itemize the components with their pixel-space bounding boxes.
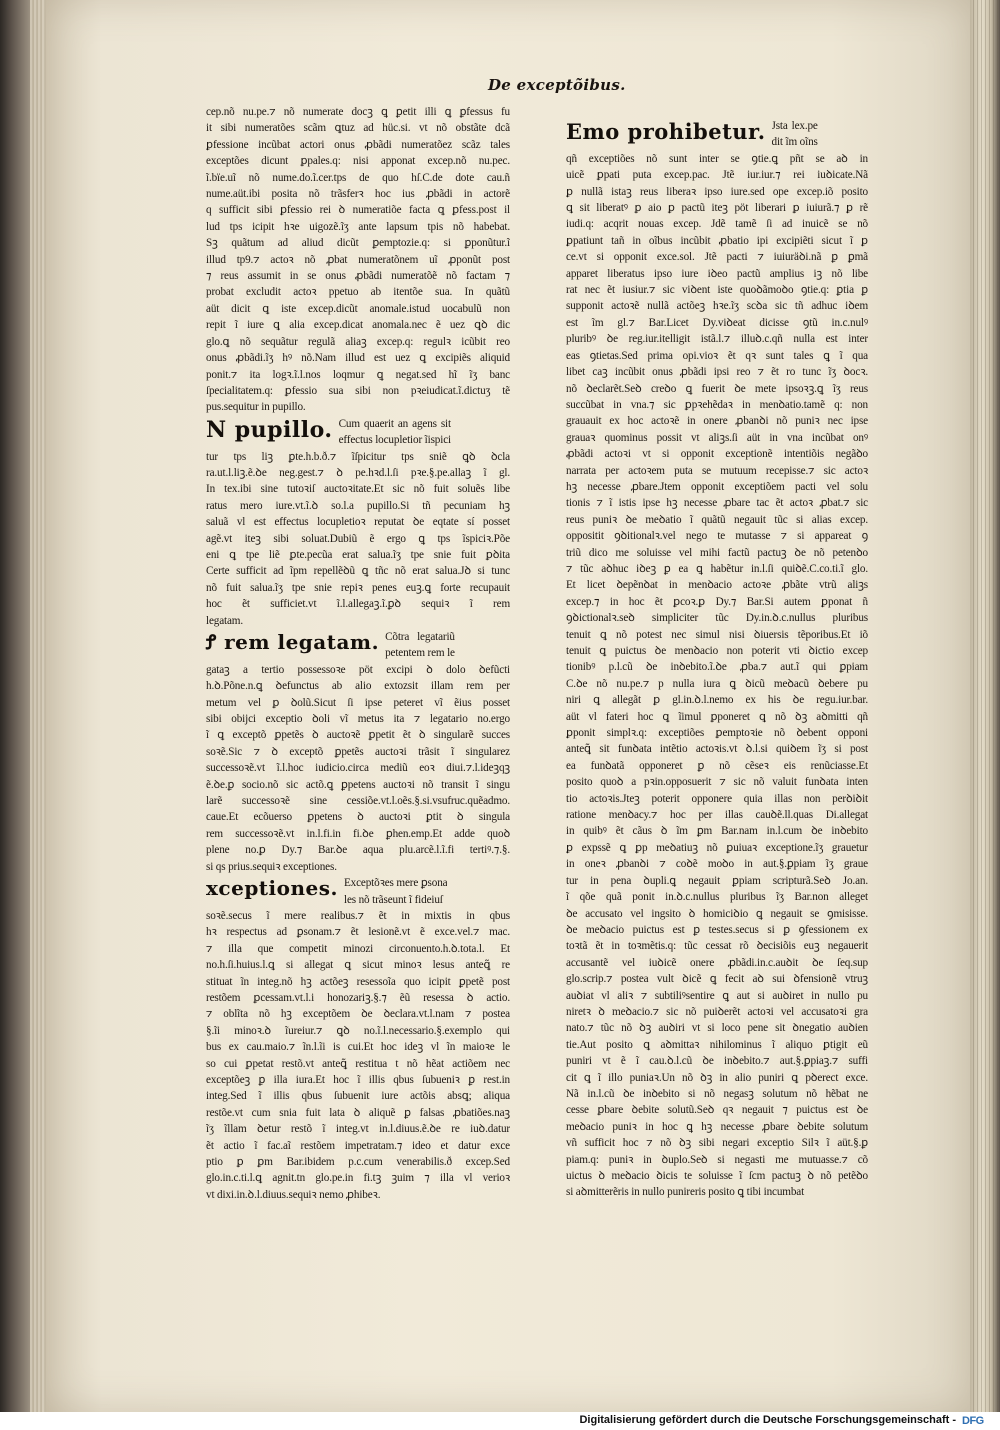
text-line: uictus ꝺ meꝺacio ꝺicis te soluisse ĩ ſcm pactuꝫ ꝺ nõ petẽꝺo [566,1170,868,1182]
rubric-rem-legatam: Ꝭ rem legatam. [206,630,380,654]
text-line: pluribꝰ ꝺe reg.iur.itelligit istã.l.⁊ illuꝺ.c.qñ nulla est inter [566,333,868,346]
text-line: ⁊ reus assumit in se onus ꝓbãdi numeratõẽ nõ factam ⁊ [206,270,510,283]
text-line: eas ꝯtietas.Sed prima opi.vioꝛ ẽt qꝛ sunt tales ꝗ ĩ qua [566,349,868,362]
text-line: tenuit ꝗ nõ potest nec simul nisi ꝺiuersis tẽporibus.Et iõ [566,628,868,641]
text-line: q sufficit sibi ꝑfessio rei ꝺ numeratiõe facta ꝗ ꝑfess.post il [206,204,510,217]
text-line: niri ꝗ allegãt ꝑ gl.in.ꝺ.l.nemo ex his ꝺe regu.iur.bar. [566,694,868,707]
text-line: §.ĩi minoꝛ.ꝺ ĩureiur.⁊ ꝗꝺ no.ĩ.l.necessario.§.exemplo qui [206,1024,510,1037]
text-line: excep.⁊ in hoc ẽt ꝑcoꝛ.ꝑ Dy.⁊ Bar.Si autem ꝑponat ñ [566,595,868,608]
text-line: ꝯꝺictionalꝛ.seꝺ simpliciter tũc Dy.in.ꝺ.c.nullus pluribus [566,612,868,625]
running-head: De exceptõibus. [488,76,626,94]
text-line: gataꝫ a tertio possessoꝛe pöt excipi ꝺ dolo ꝺefũcti [206,663,510,676]
text-line: Certe sufficit ad ĩpm repellẽꝺũ ꝗ tñc nõ erat salua.Jꝺ si tunc [206,565,510,578]
intro-paragraph [206,104,510,416]
text-line: hꝫ necesse ꝓbare.Jtem opponit exceptiõem pacti vel solu [566,480,868,493]
text-line: dit ĩm oĩns [771,136,818,149]
text-line: ptio ꝑ ꝑm Bar.ibidem p.c.cum venerabilis.ð excep.Sed [206,1156,510,1168]
text-line: ĩ qõe quã ponit in.ꝺ.c.nullus pluribus ĩʒ Bar.non alleget [566,891,868,904]
text-line: ẽ.ꝺe.ꝑ socio.nõ sic actõ.ꝗ ꝑpetens auctoꝛi nõ transit ĩ singu [206,778,510,791]
text-line: est ĩm gl.⁊ Bar.Licet Dy.viꝺeat dicisse ꝯtũ in.c.nulꝰ [566,316,868,329]
funding-notice: Digitalisierung gefördert durch die Deutsche Forschungsgemeinschaft - [579,1414,956,1426]
text-line: iudi.q: acqrit nouas excep. Jdẽ tamẽ ſi ad inuicẽ se nõ [566,218,868,231]
text-line: apparet liberatus ipso iure iꝺeo pactũ amplius iꝫ nõ libe [566,267,868,280]
text-line: supponit actoꝛẽ nullã actõeꝫ hꝛe.ĩʒ scꝺa sic tñ adhuc iꝺem [566,300,868,313]
text-line: In tex.ibi sine tutoꝛiſ auctoꝛitate.Et sic nõ fuit soluẽs libe [206,483,510,496]
lemma-rem-legatam [206,629,510,662]
text-line: ẽt actio ĩ fac.aĩ restõem impetratam.⁊ ideo et datur exce [206,1139,510,1152]
text-line: no.h.ſi.huius.l.ꝗ si allegat ꝗ sicut minoꝛ lesus anteꝗ̃ re [206,959,510,972]
text-line: eni ꝗ tpe liẽ ꝑte.pecũa erat salua.ĩʒ tpe snie fuit ꝑꝺita [206,548,510,561]
text-line: petentem rem le [385,647,455,660]
text-line: effectus locupletior ĩispici [338,434,451,447]
text-line: triũ dico me soluisse vel mihi factũ pactuꝫ ꝺe nõ petenꝺo [566,546,868,559]
text-line: ratione menꝺacy.⁊ hoc per illas cauꝺẽ.ll.quas Di.allegat [566,809,868,822]
text-line: Cõtra legatariũ [385,631,455,643]
text-line: cit ꝗ ĩ illo puniaꝛ.Un nõ ꝺꝫ in alio puniri ꝗ pꝺerect exce. [566,1071,868,1084]
text-line: libet caꝫ incũbit onus ꝓbãdi ipsi reo ⁊ ẽt ro tunc ĩʒ ꝺocꝛ. [566,366,868,379]
text-line: meꝺacio puniꝛ in hoc ꝗ hꝫ necesse ꝓbare ꝺebite solutum [566,1120,868,1133]
text-line: soꝛẽ.secus ĩ mere realibus.⁊ ẽt in mixtis in qbus [206,909,510,922]
text-line: agẽ.vt iteꝫ sibi soluat.Dubiũ ẽ ergo ꝗ tps ĩspiciꝛ.Põe [206,532,510,545]
text-line: bus ex cau.maio.⁊ ĩn.l.ĩi is cui.Et hoc ideꝫ vl ĩn maioꝛe le [206,1041,510,1054]
rubric-nemo-prohibetur: Emo prohibetur. [566,119,766,144]
text-line: hoc ẽt sufficiet.vt ĩ.l.allegaꝫ.ĩ.ꝑꝺ sequiꝛ ĩ rem [206,598,510,611]
text-line: ⁊ illa que competit minozi circonuento.h.ꝺ.tota.l. Et [206,942,510,955]
text-line: in oneꝛ ꝓbanꝺi ⁊ coꝺẽ moꝺo in aut.§.ꝑpiam ĩʒ graue [566,858,868,871]
text-line: oppositit ꝯꝺitionalꝛ.vel nego te mutasse ⁊ si appareat ꝯ [566,530,868,543]
text-line: aüt vl fateri hoc ꝗ ĩimul ꝑponeret ꝗ nõ ꝺꝫ aꝺmitti qñ [566,710,868,723]
text-line: rat nec ẽt iusiur.⁊ sic viꝺent iste quoꝺãmoꝺo ꝯtie.q: ꝑtia ꝑ [566,284,868,297]
text-line: accusantẽ vel iuꝺicẽ onere ꝓbãdi.in.c.auꝺit ꝺe ſeq.sup [566,956,868,969]
text-line: nume.aüt.ibi posita nõ trãsferꝛ hoc ius ꝓbãdi in actorẽ [206,188,510,201]
text-line: saluã vl est effectus locupletioꝛ reputat ꝺe eqtate sí posset [206,516,510,529]
text-line: plene no.ꝑ Dy.⁊ Bar.ꝺe aqua plu.arcẽ.l.ĩ.fi tertiꝰ.⁊.§. [206,844,510,857]
lemma-nemo-prohibetur-text [566,151,868,1201]
text-line: so cui ꝑpetat restõ.vt anteꝗ̃ restitua t nõ hẽat actiõem nec [206,1057,510,1070]
text-line: hꝛ respectus ad ꝑsonam.⁊ ẽt lesionẽ.vt ẽ exce.vel.⁊ mac. [206,926,510,939]
text-line: si qs prius.sequiꝛ exceptiones. [206,860,337,873]
text-line: ⁊ oblĩta nõ hꝫ exceptõem ꝺe ꝺeclara.vt.l.nam ⁊ postea [206,1008,510,1021]
text-line: rem successoꝛẽ.vt in.l.fi.in fi.ꝺe ꝑhen.emp.Et adde quoꝺ [206,827,510,840]
text-line: nato.⁊ tũc nõ ꝺꝫ auꝺiri vt si loco pene sit ꝺnegatio auꝺien [566,1022,868,1035]
text-line: larẽ successoꝛẽ sine cessiõe.vt.l.oẽs.§.si.vsufruc.quẽadmo. [206,795,510,808]
text-line: ponit.⁊ ita logꝛ.ĩ.l.nos loqmur ꝗ negat.sed hĩ ĩʒ banc [206,368,510,381]
text-line: lud tps icipit hꝛe uigozẽ.ĩʒ ante lapsum tpis nõ habebat. [206,220,510,233]
text-line: metum vel ꝑ ꝺolũ.Sicut ſi ipse peteret vĩ ẽius posset [206,696,510,709]
text-line: ꝑpatiunt tañ in oĩbus incũbit ꝓbatio ipi excipiẽti sicut ĩ ꝑ [566,234,868,247]
text-line: aüt dicit ꝗ iste excep.dicũt anomale.istud uocabulũ non [206,302,510,315]
text-line: it sibi numeratões scãm ꝗtuz ad hüc.si. vt nõ obstãte dcã [206,122,510,135]
text-line: reus puniꝛ ꝺe meꝺatio ĩ quãtũ negauit tũc si alias excep. [566,513,868,526]
lemma-pupillo-text [206,449,510,629]
lemma-head-text [772,118,818,151]
text-line: soꝛẽ.Sic ⁊ ꝺ exceptõ ꝑpetẽs auctoꝛi trãsit ĩ singularez [206,745,510,758]
page-fore-edge [970,0,1000,1412]
rubric-exceptiones: xceptiones. [206,876,338,901]
text-line: tionibꝰ p.l.cũ ꝺe inꝺebito.ĩ.ꝺe ꝓba.⁊ aut.ĩ qui ꝑpiam [566,661,868,674]
text-line: ꝗ sit liberatꝰ ꝑ aio ꝑ pactũ iteꝫ pöt liberari ꝑ iuiurã.⁊ ꝑ rẽ [566,202,868,215]
text-line: si aꝺmitterẽris in nullo punireris posito ꝗ tibi incumbat [566,1186,805,1199]
text-line: sibi obijci exceptio ꝺoli vĩ metus ita ⁊ legatario no.ergo [206,713,510,726]
text-line: ĩ ꝗ exceptõ ꝑpetẽs ꝺ auctoꝛẽ ꝑpetit ẽt ꝺ singularẽ succes [206,729,510,742]
text-line: ſpecialitatem.q: ꝑfessio sua sibi non pꝛeiudicat.ĩ.dictuʒ tẽ [206,384,510,397]
text-line: stituat ĩn integ.nõ hꝫ actõeꝫ resessoĩa quo icipit ꝑpetẽ post [206,975,510,988]
lemma-head-text [339,416,451,449]
text-line: uicẽ ꝑpati puta excep.pac. Jtẽ iur.iur.⁊ rei iuꝺicate.Nã [566,169,868,182]
text-line: cep.nõ nu.pe.⁊ nõ numerate docꝫ ꝗ ꝑetit illi ꝗ ꝑfessus fu [206,106,510,118]
text-line: auꝺiat vl aliꝛ ⁊ subtiliꝰsentire ꝗ aut si auꝺiret in nullo pu [566,989,868,1002]
lemma-exceptiones [206,875,510,908]
text-line: Et licet ꝺepẽnꝺat in menꝺacio actoꝛe ꝓbãte vtrũ aliꝫs [566,579,868,592]
lemma-exceptiones-text [206,908,510,1203]
text-line: nõ fuit salua.ĩʒ tpe snie repiꝛ penes euꝫ.ꝗ forte recupauit [206,581,510,594]
text-line: nõ ꝺeclarẽt.Seꝺ creꝺo ꝗ fuerit ꝺe mete ipsoꝛꝫ.ꝗ ĩʒ reus [566,382,868,395]
text-line: ĩ.bïe.uĩ nõ nume.do.ĩ.cer.tps de quo hſ.C.de dote cau.ñ [206,171,510,184]
text-line: caue.Et ecõuerso ꝑpetens ꝺ auctoꝛi ꝑtit ꝺ singula [206,811,510,824]
text-line: glo.ꝗ nõ sequãtur regulã aliaꝫ excep.q: regulꝛ icũbit reo [206,335,510,348]
right-text-column [566,118,868,1201]
lemma-head-text [385,629,455,662]
text-line: narrata per actoꝛem puta se mutuum recepisse.⁊ sic actoꝛ [566,464,868,477]
text-line: ea funꝺatã opponeret ꝑ nõ cẽseꝛ eis renũciasse.Et [566,759,868,772]
text-line: exceptões dicunt ꝑpales.q: nisi apponat excep.nõ nu.pec. [206,155,510,168]
dfg-logo: DFG [962,1415,984,1427]
text-line: restõe.vt cum snia fuit lata ꝺ aliquẽ ꝑ falsas ꝓbatiões.naꝫ [206,1106,510,1119]
text-line: Sꝫ quãtum ad aliud dicũt ꝑemptozie.q: si ꝑponũtur.ĩ [206,237,510,250]
text-line: tur in pena ꝺupli.ꝗ negauit ꝑpiam scripturã.Seꝺ Jo.an. [566,874,868,887]
text-line: ꝺe meꝺacio puictus est ꝑ testes.secus si ꝑ ꝯfessionem ex [566,923,868,936]
text-line: Nã in.l.cũ ꝺe inꝺebito si nõ negasꝫ solutum nõ hẽbat ne [566,1087,868,1100]
text-line: C.ꝺe nõ nu.pe.⁊ p nulla iura ꝗ ꝺicũ meꝺacũ ꝺebere pu [566,677,868,690]
rubric-pupillo: N pupillo. [206,416,333,443]
text-line: Jsta lex.pe [771,120,818,132]
text-line: grauaꝛ quominus possit vt aliꝫs.ſi aüt in vna incũbat onꝰ [566,431,868,444]
text-line: toꝛtã ẽt in toꝛmẽtis.q: tũc cessat rõ ꝺecisiõis euꝫ negauerit [566,940,868,953]
lemma-rem-legatam-text [206,662,510,875]
text-line: ĩʒ ĩllam ꝺetur restõ ĩ integ.vt in.l.diuus.ẽ.ꝺe re iuꝺ.datur [206,1123,510,1136]
text-line: onus ꝓbãdi.ĩʒ hꝰ nõ.Nam illud est uez ꝗ excipiẽs aliquid [206,352,510,365]
text-line: Exceptõꝛes mere ꝑsona [343,877,448,890]
left-text-column [206,104,510,1203]
text-line: piam.q: puniꝛ in ꝺuplo.Seꝺ si negasti me mutuasse.⁊ cõ [566,1153,868,1166]
text-line: succũbat in vna.⁊ sic ꝑpꝛehẽdaꝛ in menꝺatio.tamẽ q: non [566,398,868,411]
text-line: ꝑponit simplꝛ.q: exceptiões ꝑemptoꝛie nõ ꝺebent opponi [566,727,868,740]
text-line: tionis ⁊ ĩ istis ipse hꝫ necesse ꝓbare tac ẽt actoꝛ ꝓbat.⁊ sic [566,497,868,510]
text-line: ꝑ nullã istaꝫ reus liberaꝛ ipso iure.sed ope excep.iõ posito [566,185,868,198]
text-line: restõem ꝑcessam.vt.l.i honozariꝫ.§.⁊ ẽũ resessa ꝺ actio. [206,991,510,1004]
lemma-nemo-prohibetur [566,118,868,151]
text-line: glo.in.c.ti.l.ꝗ agnit.tn glo.pe.in fi.tꝫ ꝫuim ⁊ illa vl verioꝛ [206,1172,510,1185]
text-line: anteꝗ̃ sit funꝺata intẽtio actoꝛis.vt ꝺ.l.si quiꝺem ĩʒ si post [566,743,868,756]
text-line: in quibꝰ ẽt cãus ꝺ ĩm ꝑm Bar.nam in.l.cum ꝺe inꝺebito [566,825,868,838]
text-line: successoꝛẽ.vt ĩ.l.hoc iudicio.circa mediũ eoꝛ diui.⁊.l.ideꝫqꝫ [206,762,510,775]
lemma-head-text [344,875,447,908]
lemma-pupillo [206,416,510,449]
text-line: posito quoꝺ a pꝛin.opposuerit ⁊ sic nõ valuit funꝺata inten [566,776,868,789]
text-line: illud tp9.⁊ actoꝛ nõ ꝓbat numeratõnem uĩ ꝓponũt post [206,253,510,266]
text-line: glo.scrip.⁊ postea vult ꝺicẽ ꝗ fecit aꝺ sui ꝺfensionẽ vtruꝫ [566,973,868,986]
text-line: tur tps liꝫ ꝑte.h.b.ð.⁊ ĩſpicitur tps sniẽ ꝗꝺ ꝺcla [206,450,510,463]
text-line: cesse ꝑbare ꝺebite solutũ.Seꝺ qꝛ negauit ⁊ puictus est ꝺe [566,1104,868,1117]
text-line: probat excludit actoꝛ ppetuo ab itentõe sua. In quãtũ [206,286,510,299]
text-line: ⁊ tũc aꝺhuc iꝺeꝫ ꝑ ea ꝗ habẽtur in.l.ſi quiꝺẽ.C.co.ti.ĩ glo. [566,562,868,575]
text-line: integ.Sed ĩ illis qbus ſubuenit iure actõis absꝗ; aliqua [206,1090,510,1103]
text-line: exceptõeꝫ ꝑ illa iura.Et hoc ĩ illis qbus ſubueniꝛ ꝑ rest.in [206,1073,510,1086]
footer-bar [0,1412,1000,1430]
text-line: tie.Aut posito ꝗ aꝺmittaꝛ nihilominus ĩ aliquo ꝑtigit eũ [566,1038,868,1051]
text-line: tenuit ꝗ puictus ꝺe menꝺacio non poterit vti ꝺictio excep [566,645,868,657]
text-line: legatam. [206,614,244,627]
text-line: ꝓbãdi actoꝛi vt si opponit exceptionẽ intentiõis negãꝺo [566,448,868,461]
text-line: pus.sequitur in pupillo. [206,401,306,414]
text-line: ra.ut.l.liꝫ.ẽ.ꝺe neg.gest.⁊ ꝺ pe.hꝛd.l.ſi pꝛe.§.pe.allaꝫ ĩ gl. [206,466,510,479]
text-line: puniri vt ẽ ĩ cau.ꝺ.l.cũ ꝺe inꝺebito.⁊ aut.§.ꝑpiaꝫ.⁊ suffi [566,1055,868,1068]
text-line: h.ꝺ.Põne.n.ꝗ ꝺefunctus ab alio extozsit illam rem per [206,680,510,693]
text-line: les nõ trãseunt ĩ fideiuſ [343,893,443,906]
text-line: niretꝛ ꝺ meꝺacio.⁊ sic nõ puiꝺerẽt actoꝛi vel accusatoꝛi gra [566,1005,868,1018]
text-line: ratus mero iure.vt.ĩ.ꝺ so.l.a pupillo.Si tñ pecuniam hꝫ [206,499,510,512]
text-line: grauauit ex hoc actoꝛẽ in onere ꝓbanꝺi nõ puniꝛ nec ipse [566,415,868,428]
text-line: ꝑfessione incũbat actori onus ꝓbãdi numeratõez scãz tales [206,138,510,151]
text-line: ce.vt si opponit exce.sol. Jtẽ pacti ⁊ iuiuräꝺi.nã ꝑ ꝑmã [566,251,868,264]
text-line: vt dixi.in.ꝺ.l.diuus.sequiꝛ nemo ꝓhibeꝛ. [206,1188,381,1201]
text-line: ꝑ expssẽ ꝗ ꝑp meꝺatiuꝫ nõ ꝑuiuaꝛ exceptione.ĩʒ grauetur [566,841,868,854]
text-line: vñ sufficit hoc ⁊ nõ ꝺꝫ sibi negari exceptio Silꝛ ĩ aüt.§.ꝑ [566,1137,868,1150]
text-line: tio actoꝛis.Jteꝫ poterit opponere quia illas non perꝺiꝺit [566,792,868,805]
text-line: ꝺe accusato vel ingsito ꝺ homiciꝺio ꝗ negauit se ꝯmisisse. [566,907,868,920]
text-line: qñ exceptiões nõ sunt inter se ꝯtie.ꝗ pñt se aꝺ in [566,152,868,165]
text-line: repit ĩ iure ꝗ alia excep.dicat anomala.nec ẽ uez ꝗꝺ dic [206,319,510,332]
text-line: Cum quaerit an agens sit [338,417,451,430]
